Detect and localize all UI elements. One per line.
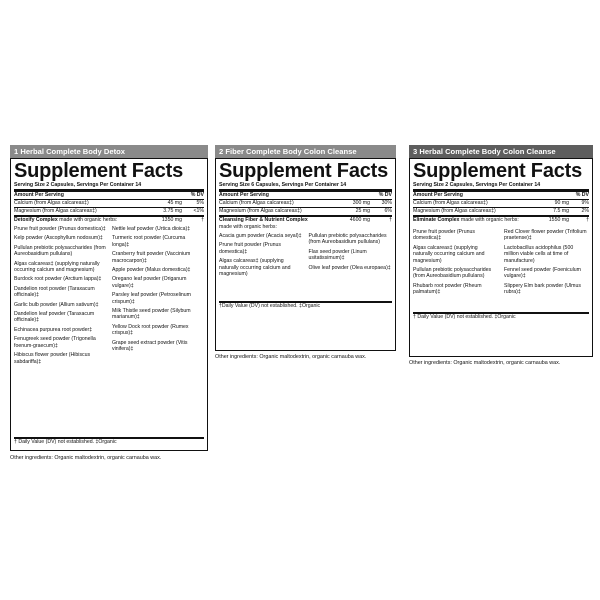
nutrient-row: Calcium (from Algas calcareas‡) 300 mg 30%: [219, 200, 392, 206]
amount-header-row: Amount Per Serving % DV: [219, 192, 392, 198]
ingredient-item: Dandelion root powder (Taraxacum officinale)‡: [14, 285, 95, 299]
ingredient-list-right: [504, 229, 589, 311]
ingredient-item: Red Clover flower powder (Trifolium praetense)‡: [504, 229, 587, 242]
ingredient-item: Cranberry fruit powder (Vaccinium macrocarpon)‡: [112, 251, 191, 264]
facts-title: Supplement Facts: [219, 160, 389, 182]
ingredient-item: Yellow Dock root powder (Rumex crispus)‡: [112, 323, 189, 337]
ingredient-item: Kelp powder (Ascophyllum nodosum)‡: [14, 235, 103, 242]
ingredient-item: Acacia gum powder (Acacia seyal)‡: [219, 233, 302, 239]
panel-3: [409, 145, 593, 366]
nutrient-row: Magnesium (from Algas calcareas‡) 3.75 mg <1%: [14, 208, 204, 217]
ingredient-item: Lactobacillus acidophilus (500 million viable cells at time of manufacture): [504, 244, 574, 264]
panel-header: 2 Fiber Complete Body Colon Cleanse: [215, 145, 396, 158]
panel-2: [215, 145, 396, 360]
ingredient-item: Prune fruit powder (Prunus domestica)‡: [413, 229, 475, 242]
ingredient-columns: [413, 229, 589, 311]
panel-header: 1 Herbal Complete Body Detox: [10, 145, 208, 158]
ingredient-item: Slippery Elm bark powder (Ulmus rubra)‡: [504, 282, 581, 296]
supplement-facts-label: [215, 158, 396, 351]
ingredient-item: Algas calcareas‡ (supplying naturally occurring calcium and magnesium): [413, 244, 485, 264]
ingredient-item: Olive leaf powder (Olea europaea)‡: [308, 264, 391, 271]
ingredient-item: Oregano leaf powder (Origanum vulgare)‡: [112, 276, 187, 289]
ingredient-item: Fenugreek seed powder (Trigonella foenum-graecum)‡: [14, 336, 96, 349]
ingredient-item: Nettle leaf powder (Urtica dioica)‡: [112, 226, 191, 232]
nutrient-row: Calcium (from Algas calcareas‡) 45 mg 5%: [14, 200, 204, 206]
ingredient-item: Parsley leaf powder (Petroselinum crispum)‡: [112, 292, 192, 305]
blend-row: Detoxify Complex made with organic herbs: 1350 mg †: [14, 217, 204, 223]
ingredient-item: Hibiscus flower powder (Hibiscus sabdariffa)‡: [14, 352, 91, 365]
nutrient-row: Magnesium (from Algas calcareas‡) 25 mg 6%: [219, 208, 392, 217]
footnote: † Daily Value (DV) not established. ‡Organic: [413, 312, 589, 321]
ingredient-list-left: [413, 229, 498, 311]
ingredient-item: Algas calcareas‡ (supplying naturally occurring calcium and magnesium): [219, 258, 291, 278]
nutrient-row: Calcium (from Algas calcareas‡) 90 mg 9%: [413, 200, 589, 206]
ingredient-item: Grape seed extract powder (Vitis vinifera)‡: [112, 339, 188, 353]
other-ingredients: Other ingredients: Organic maltodextrin, organic carnauba wax.: [409, 360, 561, 366]
other-ingredients: Other ingredients: Organic maltodextrin, organic carnauba wax.: [215, 354, 367, 360]
serving-info: Serving Size 2 Capsules, Servings Per Container 14: [413, 182, 589, 192]
ingredient-columns: [219, 233, 392, 300]
ingredient-list-right: [112, 226, 204, 436]
ingredient-item: Echinacea purpurea root powder‡: [14, 326, 93, 333]
blend-suffix: made with organic herbs:: [219, 224, 277, 230]
ingredient-list-left: [219, 233, 303, 300]
footnote: † Daily Value (DV) not established. ‡Organic: [14, 437, 204, 446]
facts-title: Supplement Facts: [413, 160, 583, 182]
ingredient-item: Garlic bulb powder (Allium sativum)‡: [14, 301, 99, 308]
ingredient-list-right: [309, 233, 393, 300]
serving-info: Serving Size 2 Capsules, Servings Per Container 14: [14, 182, 204, 192]
amount-header-row: Amount Per Serving % DV: [413, 192, 589, 198]
ingredient-item: Dandelion leaf powder (Taraxacum officinale)‡: [14, 311, 95, 324]
supplement-facts-label: [409, 158, 593, 357]
blend-row: Cleansing Fiber & Nutrient Complex 4600 mg †: [219, 217, 392, 223]
ingredient-item: Pullulan prebiotic polysaccharides (from Aureobasidium pullulans): [308, 233, 387, 246]
ingredient-item: Rhubarb root powder (Rheum palmatum)‡: [413, 282, 482, 296]
ingredient-item: Turmeric root powder (Curcuma longa)‡: [112, 235, 186, 248]
supplement-facts-label: [10, 158, 208, 451]
ingredient-item: Apple powder (Malus domestica)‡: [112, 267, 191, 274]
ingredient-item: Flax seed powder (Linum usitatissimum)‡: [308, 248, 367, 262]
ingredient-columns: [14, 226, 204, 436]
other-ingredients: Other ingredients: Organic maltodextrin, organic carnauba wax.: [10, 455, 162, 461]
ingredient-item: Pullulan prebiotic polysaccharides (from Aureobasidium pullulans): [413, 267, 492, 280]
amount-header-row: Amount Per Serving % DV: [14, 192, 204, 198]
ingredient-item: Milk Thistle seed powder (Silybum marianum)‡: [112, 308, 191, 321]
ingredient-item: Burdock root powder (Arctium lappa)‡: [14, 276, 102, 283]
facts-title: Supplement Facts: [14, 160, 184, 182]
ingredient-item: Fennel seed powder (Foeniculum vulgare)‡: [504, 267, 581, 280]
panel-header: 3 Herbal Complete Body Colon Cleanse: [409, 145, 593, 158]
nutrient-row: Magnesium (from Algas calcareas‡) 7.5 mg 2%: [413, 208, 589, 217]
blend-row: Eliminate Complex made with organic herbs: 1550 mg †: [413, 217, 589, 223]
ingredient-item: Prune fruit powder (Prunus domestica)‡: [219, 242, 281, 255]
ingredient-item: Prune fruit powder (Prunus domestica)‡: [14, 226, 106, 232]
ingredient-item: Pullulan prebiotic polysaccharides (from Aureobasidium pullulans): [14, 244, 106, 258]
ingredient-list-left: [14, 226, 106, 436]
ingredient-item: Algas calcareas‡ (supplying naturally occurring calcium and magnesium): [14, 260, 100, 274]
panel-1: [10, 145, 208, 461]
serving-info: Serving Size 6 Capsules, Servings Per Container 14: [219, 182, 392, 192]
footnote: †Daily Value (DV) not established. ‡Organic: [219, 301, 392, 310]
